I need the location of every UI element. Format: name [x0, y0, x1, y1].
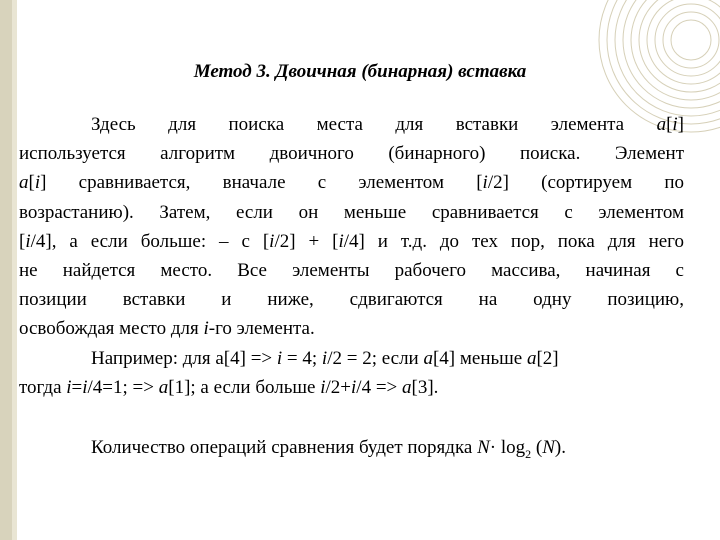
- text-run: -го элемента.: [208, 318, 315, 340]
- text-run: i: [338, 230, 344, 252]
- text-run: /4] и т.д. до тех пор, пока для него: [343, 230, 684, 252]
- text-run: /2 = 2; если: [327, 347, 424, 369]
- text-run: [3].: [411, 376, 439, 398]
- text-run: =: [71, 376, 83, 398]
- text-run: /4=1; =>: [87, 376, 159, 398]
- text-run: /2+: [325, 376, 352, 398]
- text-run: a: [402, 376, 412, 398]
- paragraph-line: используется алгоритм двоичного (бинарного) поиска. Элемент: [19, 143, 684, 165]
- text-run: i: [269, 230, 275, 252]
- text-run: /4 =>: [356, 376, 403, 398]
- text-run: i: [321, 347, 328, 369]
- text-run: [: [28, 172, 35, 194]
- text-run: N: [477, 437, 490, 458]
- text-run: a: [423, 347, 433, 369]
- text-run: log: [496, 437, 526, 458]
- paragraph-line: возрастанию). Затем, если он меньше сравнивается с элементом: [19, 201, 684, 223]
- text-run: Здесь для поиска места для вставки элемента: [91, 114, 657, 135]
- text-run: a: [19, 172, 29, 194]
- text-run: [4] меньше: [432, 347, 527, 369]
- paragraph-line: [19, 227, 684, 256]
- text-run: [1]; а если больше: [168, 376, 321, 398]
- text-run: a: [656, 114, 667, 135]
- text-run: i: [276, 347, 283, 369]
- text-run: i: [34, 172, 41, 194]
- paragraph-line: [19, 373, 684, 402]
- text-run: тогда: [19, 376, 67, 398]
- text-run: [: [666, 114, 673, 135]
- text-run: ·: [489, 437, 497, 458]
- text-run: /2] + [: [274, 230, 339, 252]
- paragraph-line: позиции вставки и ниже, сдвигаются на одну позицию,: [19, 289, 684, 311]
- paragraph-line: [19, 344, 684, 373]
- text-run: a: [158, 376, 169, 398]
- text-run: i: [320, 376, 326, 398]
- slide-body: [19, 110, 684, 402]
- text-run: i: [66, 376, 72, 398]
- text-run: i: [482, 172, 488, 194]
- text-run: [: [19, 230, 26, 252]
- paragraph-line: [19, 314, 684, 343]
- paragraph-line: [19, 110, 684, 139]
- text-run: освобождая место для: [19, 318, 204, 340]
- complexity-formula: [91, 437, 566, 462]
- text-run: N: [542, 437, 555, 458]
- text-run: ] сравнивается, вначале с элементом [: [40, 172, 483, 194]
- text-run: /2] (сортируем по: [487, 172, 684, 194]
- text-run: i: [82, 376, 88, 398]
- text-run: = 4;: [282, 347, 322, 369]
- text-run: ]: [677, 114, 684, 135]
- text-run: i: [672, 114, 678, 135]
- text-run: /4], а если больше: – с [: [30, 230, 270, 252]
- text-run: Например: для a[4] =>: [91, 347, 277, 369]
- text-run: [2]: [536, 347, 559, 369]
- text-run: Количество операций сравнения будет порядка: [91, 437, 478, 458]
- text-run: i: [351, 376, 357, 398]
- paragraph-line: не найдется место. Все элементы рабочего массива, начиная с: [19, 260, 684, 282]
- text-run: i: [25, 230, 31, 252]
- text-run: ).: [554, 437, 566, 458]
- slide-title: Метод 3. Двоичная (бинарная) вставка: [193, 61, 527, 82]
- subscript: 2: [525, 446, 532, 461]
- text-run: a: [526, 347, 537, 369]
- text-run: (: [531, 437, 543, 458]
- text-run: i: [203, 318, 209, 340]
- paragraph-line: [19, 168, 684, 197]
